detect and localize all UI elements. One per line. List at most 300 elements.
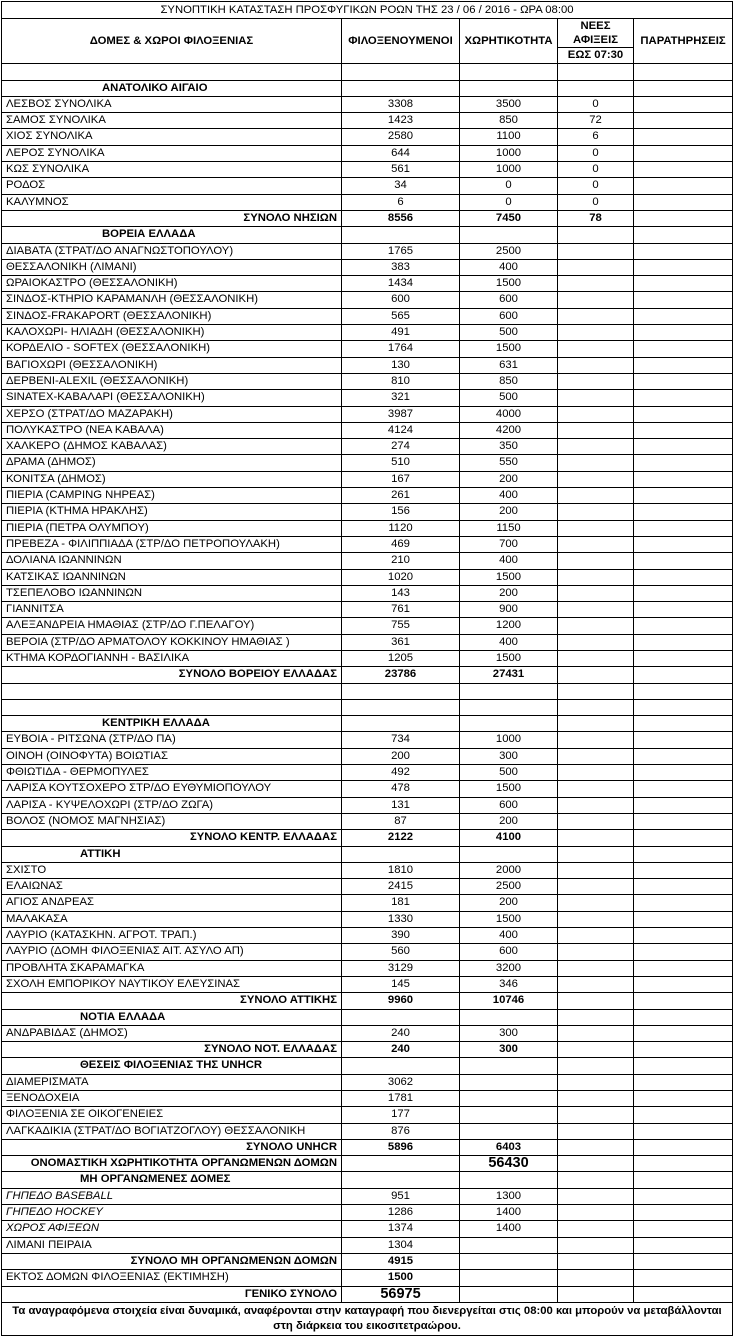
new-arrivals bbox=[558, 1025, 634, 1041]
new-arrivals: 0 bbox=[558, 96, 634, 112]
capacity-value: 631 bbox=[460, 357, 558, 373]
table-row bbox=[2, 129, 733, 145]
table-row bbox=[2, 960, 733, 976]
remarks-cell bbox=[634, 976, 733, 992]
table-row bbox=[2, 813, 733, 829]
grand-total-value: 56975 bbox=[342, 1286, 460, 1302]
section-heading-row bbox=[2, 1172, 733, 1188]
structure-name: ΣΧΙΣΤΟ bbox=[2, 862, 342, 878]
subtotal-hosted: 240 bbox=[342, 1042, 460, 1058]
empty-cell-arrivals bbox=[558, 227, 634, 243]
capacity-value: 200 bbox=[460, 585, 558, 601]
capacity-value: 550 bbox=[460, 455, 558, 471]
capacity-value: 1000 bbox=[460, 732, 558, 748]
remarks-cell bbox=[634, 765, 733, 781]
remarks-cell bbox=[634, 748, 733, 764]
new-arrivals bbox=[558, 781, 634, 797]
blank-cell bbox=[634, 699, 733, 715]
title-row bbox=[2, 2, 733, 19]
table-row bbox=[2, 504, 733, 520]
remarks-cell bbox=[634, 373, 733, 389]
table-row bbox=[2, 862, 733, 878]
structure-name: ΚΟΡΔΕΛΙΟ - SOFTEX (ΘΕΣΣΑΛΟΝΙΚΗ) bbox=[2, 341, 342, 357]
structure-name: ΞΕΝΟΔΟΧΕΙΑ bbox=[2, 1091, 342, 1107]
subtotal-label: ΣΥΝΟΛΟ ΑΤΤΙΚΗΣ bbox=[2, 993, 342, 1009]
hosted-count: 1330 bbox=[342, 911, 460, 927]
new-arrivals bbox=[558, 1107, 634, 1123]
capacity-value: 850 bbox=[460, 113, 558, 129]
structure-name: ΛΑΓΚΑΔΙΚΙΑ (ΣΤΡΑΤ/ΔΟ ΒΟΓΙΑΤΖΟΓΛΟΥ) ΘΕΣΣΑΛΟΝΙΚΗ bbox=[2, 1123, 342, 1139]
structure-name: ΚΩΣ ΣΥΝΟΛΙΚΑ bbox=[2, 162, 342, 178]
capacity-value: 1000 bbox=[460, 145, 558, 161]
header-remarks: ΠΑΡΑΤΗΡΗΣΕΙΣ bbox=[634, 19, 733, 64]
empty-cell-arrivals bbox=[558, 1009, 634, 1025]
capacity-value bbox=[460, 1107, 558, 1123]
capacity-value: 1400 bbox=[460, 1205, 558, 1221]
hosted-count: 34 bbox=[342, 178, 460, 194]
structure-name: ΠΙΕΡΙΑ (ΠΕΤΡΑ ΟΛΥΜΠΟΥ) bbox=[2, 520, 342, 536]
table-row bbox=[2, 1237, 733, 1253]
capacity-value: 600 bbox=[460, 308, 558, 324]
capacity-value: 850 bbox=[460, 373, 558, 389]
new-arrivals bbox=[558, 650, 634, 666]
new-arrivals bbox=[558, 439, 634, 455]
new-arrivals bbox=[558, 748, 634, 764]
remarks-cell bbox=[634, 406, 733, 422]
new-arrivals bbox=[558, 536, 634, 552]
remarks-cell bbox=[634, 194, 733, 210]
hosted-count: 145 bbox=[342, 976, 460, 992]
remarks-cell bbox=[634, 455, 733, 471]
capacity-value: 1500 bbox=[460, 341, 558, 357]
section-heading: ΑΝΑΤΟΛΙΚΟ ΑΙΓΑΙΟ bbox=[2, 80, 342, 96]
subtotal-row bbox=[2, 1139, 733, 1155]
subtotal-capacity: 300 bbox=[460, 1042, 558, 1058]
remarks-cell bbox=[634, 341, 733, 357]
table-row bbox=[2, 781, 733, 797]
remarks-cell bbox=[634, 422, 733, 438]
new-arrivals bbox=[558, 259, 634, 275]
blank-row bbox=[2, 683, 733, 699]
new-arrivals bbox=[558, 634, 634, 650]
new-arrivals bbox=[558, 813, 634, 829]
hosted-count: 274 bbox=[342, 439, 460, 455]
capacity-value: 1500 bbox=[460, 650, 558, 666]
capacity-value: 3200 bbox=[460, 960, 558, 976]
table-row bbox=[2, 373, 733, 389]
table-row bbox=[2, 650, 733, 666]
capacity-value: 200 bbox=[460, 471, 558, 487]
empty-cell-hosted bbox=[342, 846, 460, 862]
table-row bbox=[2, 765, 733, 781]
new-arrivals: 0 bbox=[558, 145, 634, 161]
remarks-cell bbox=[634, 813, 733, 829]
structure-name: ΧΩΡΟΣ ΑΦΙΞΕΩΝ bbox=[2, 1221, 342, 1237]
subtotal-hosted: 23786 bbox=[342, 667, 460, 683]
table-row bbox=[2, 553, 733, 569]
new-arrivals bbox=[558, 1074, 634, 1090]
subtotal-hosted: 9960 bbox=[342, 993, 460, 1009]
structure-name: ΦΙΛΟΞΕΝΙΑ ΣΕ ΟΙΚΟΓΕΝΕΙΕΣ bbox=[2, 1107, 342, 1123]
new-arrivals bbox=[558, 862, 634, 878]
remarks-cell bbox=[634, 1025, 733, 1041]
subtotal-label: ΣΥΝΟΛΟ UNHCR bbox=[2, 1139, 342, 1155]
empty-cell-hosted bbox=[342, 1009, 460, 1025]
hosted-count: 200 bbox=[342, 748, 460, 764]
empty-cell-capacity bbox=[460, 1270, 558, 1286]
blank-cell bbox=[460, 683, 558, 699]
new-arrivals bbox=[558, 471, 634, 487]
new-arrivals bbox=[558, 341, 634, 357]
remarks-cell bbox=[634, 145, 733, 161]
new-arrivals bbox=[558, 928, 634, 944]
remarks-cell bbox=[634, 1156, 733, 1172]
table-row bbox=[2, 308, 733, 324]
remarks-cell bbox=[634, 471, 733, 487]
capacity-value: 300 bbox=[460, 1025, 558, 1041]
header-arrivals-line2: ΑΦΙΞΕΙΣ bbox=[573, 34, 618, 46]
remarks-cell bbox=[634, 618, 733, 634]
capacity-value: 4000 bbox=[460, 406, 558, 422]
subtotal-arrivals bbox=[558, 1139, 634, 1155]
hosted-count: 6 bbox=[342, 194, 460, 210]
new-arrivals bbox=[558, 585, 634, 601]
header-arrivals-line1: ΝΕΕΣ bbox=[580, 20, 611, 32]
remarks-cell bbox=[634, 162, 733, 178]
remarks-cell bbox=[634, 1188, 733, 1204]
capacity-value: 400 bbox=[460, 634, 558, 650]
subtotal-row bbox=[2, 993, 733, 1009]
new-arrivals: 6 bbox=[558, 129, 634, 145]
structure-name: ΠΟΛΥΚΑΣΤΡΟ (ΝΕΑ ΚΑΒΑΛΑ) bbox=[2, 422, 342, 438]
new-arrivals bbox=[558, 1237, 634, 1253]
hosted-count: 1020 bbox=[342, 569, 460, 585]
table-row bbox=[2, 243, 733, 259]
hosted-count: 810 bbox=[342, 373, 460, 389]
remarks-cell bbox=[634, 993, 733, 1009]
structure-name: ΣΙΝΔΟΣ-FRAKAPORT (ΘΕΣΣΑΛΟΝΙΚΗ) bbox=[2, 308, 342, 324]
section-heading-row bbox=[2, 1058, 733, 1074]
table-row bbox=[2, 602, 733, 618]
structure-name: ΣΧΟΛΗ ΕΜΠΟΡΙΚΟΥ ΝΑΥΤΙΚΟΥ ΕΛΕΥΣΙΝΑΣ bbox=[2, 976, 342, 992]
remarks-cell bbox=[634, 259, 733, 275]
empty-cell-remarks bbox=[634, 1286, 733, 1302]
structure-name: ΔΡΑΜΑ (ΔΗΜΟΣ) bbox=[2, 455, 342, 471]
new-arrivals bbox=[558, 553, 634, 569]
section-heading-row bbox=[2, 227, 733, 243]
structure-name: ΦΘΙΩΤΙΔΑ - ΘΕΡΜΟΠΥΛΕΣ bbox=[2, 765, 342, 781]
structure-name: ΣΑΜΟΣ ΣΥΝΟΛΙΚΑ bbox=[2, 113, 342, 129]
capacity-value: 1100 bbox=[460, 129, 558, 145]
hosted-count: 361 bbox=[342, 634, 460, 650]
capacity-value: 0 bbox=[460, 178, 558, 194]
capacity-value: 1000 bbox=[460, 162, 558, 178]
remarks-cell bbox=[634, 129, 733, 145]
hosted-count: 383 bbox=[342, 259, 460, 275]
capacity-value: 2000 bbox=[460, 862, 558, 878]
structure-name: ΔΙΑΒΑΤΑ (ΣΤΡΑΤ/ΔΟ ΑΝΑΓΝΩΣΤΟΠΟΥΛΟΥ) bbox=[2, 243, 342, 259]
subtotal-hosted: 5896 bbox=[342, 1139, 460, 1155]
subtotal-arrivals: 78 bbox=[558, 210, 634, 226]
table-row bbox=[2, 976, 733, 992]
structure-name: ΣΙΝΔΟΣ-ΚΤΗΡΙΟ ΚΑΡΑΜΑΝΛΗ (ΘΕΣΣΑΛΟΝΙΚΗ) bbox=[2, 292, 342, 308]
remarks-cell bbox=[634, 113, 733, 129]
new-arrivals bbox=[558, 976, 634, 992]
hosted-count: 734 bbox=[342, 732, 460, 748]
new-arrivals bbox=[558, 406, 634, 422]
remarks-cell bbox=[634, 1205, 733, 1221]
table-row bbox=[2, 1205, 733, 1221]
hosted-count: 2580 bbox=[342, 129, 460, 145]
structure-name: ΠΙΕΡΙΑ (CAMPING ΝΗΡΕΑΣ) bbox=[2, 488, 342, 504]
new-arrivals bbox=[558, 879, 634, 895]
empty-cell-arrivals bbox=[558, 1058, 634, 1074]
empty-cell-arrivals bbox=[558, 1286, 634, 1302]
table-row bbox=[2, 357, 733, 373]
new-arrivals: 0 bbox=[558, 178, 634, 194]
capacity-value: 600 bbox=[460, 797, 558, 813]
table-row bbox=[2, 390, 733, 406]
empty-cell-remarks bbox=[634, 80, 733, 96]
remarks-cell bbox=[634, 1074, 733, 1090]
table-row bbox=[2, 797, 733, 813]
table-row bbox=[2, 259, 733, 275]
empty-cell-capacity bbox=[460, 1286, 558, 1302]
remarks-cell bbox=[634, 895, 733, 911]
structure-name: ΒΟΛΟΣ (ΝΟΜΟΣ ΜΑΓΝΗΣΙΑΣ) bbox=[2, 813, 342, 829]
table-row bbox=[2, 194, 733, 210]
remarks-cell bbox=[634, 911, 733, 927]
hosted-count: 3062 bbox=[342, 1074, 460, 1090]
remarks-cell bbox=[634, 585, 733, 601]
structure-name: ΚΑΛΥΜΝΟΣ bbox=[2, 194, 342, 210]
capacity-value: 1200 bbox=[460, 618, 558, 634]
empty-cell-hosted bbox=[342, 1172, 460, 1188]
remarks-cell bbox=[634, 96, 733, 112]
capacity-value: 300 bbox=[460, 748, 558, 764]
remarks-cell bbox=[634, 243, 733, 259]
structure-name: ΚΤΗΜΑ ΚΟΡΔΟΓΙΑΝΝΗ - ΒΑΣΙΛΙΚΑ bbox=[2, 650, 342, 666]
empty-cell-capacity bbox=[460, 1172, 558, 1188]
capacity-value: 1500 bbox=[460, 781, 558, 797]
capacity-value: 1500 bbox=[460, 569, 558, 585]
table-row bbox=[2, 292, 733, 308]
new-arrivals bbox=[558, 292, 634, 308]
table-row bbox=[2, 1188, 733, 1204]
structure-name: ΘΕΣΣΑΛΟΝΙΚΗ (ΛΙΜΑΝΙ) bbox=[2, 259, 342, 275]
capacity-value: 400 bbox=[460, 553, 558, 569]
section-heading: ΑΤΤΙΚΗ bbox=[2, 846, 342, 862]
table-row bbox=[2, 1091, 733, 1107]
table-row bbox=[2, 536, 733, 552]
empty-cell-capacity bbox=[460, 227, 558, 243]
subtotal-label: ΣΥΝΟΛΟ ΜΗ ΟΡΓΑΝΩΜΕΝΩΝ ΔΟΜΩΝ bbox=[2, 1253, 342, 1269]
structure-name: ΛΙΜΑΝΙ ΠΕΙΡΑΙΑ bbox=[2, 1237, 342, 1253]
remarks-cell bbox=[634, 667, 733, 683]
remarks-cell bbox=[634, 308, 733, 324]
capacity-value: 400 bbox=[460, 928, 558, 944]
remarks-cell bbox=[634, 1237, 733, 1253]
capacity-value: 900 bbox=[460, 602, 558, 618]
hosted-count: 143 bbox=[342, 585, 460, 601]
hosted-count: 876 bbox=[342, 1123, 460, 1139]
new-arrivals bbox=[558, 911, 634, 927]
structure-name: SINATEX-ΚΑΒΑΛΑΡΙ (ΘΕΣΣΑΛΟΝΙΚΗ) bbox=[2, 390, 342, 406]
remarks-cell bbox=[634, 1139, 733, 1155]
new-arrivals bbox=[558, 373, 634, 389]
new-arrivals bbox=[558, 422, 634, 438]
empty-cell-remarks bbox=[634, 846, 733, 862]
remarks-cell bbox=[634, 536, 733, 552]
capacity-value bbox=[460, 1237, 558, 1253]
new-arrivals: 0 bbox=[558, 162, 634, 178]
capacity-value bbox=[460, 1123, 558, 1139]
table-row bbox=[2, 488, 733, 504]
grand-total-label: ΓΕΝΙΚΟ ΣΥΝΟΛΟ bbox=[2, 1286, 342, 1302]
hosted-count: 167 bbox=[342, 471, 460, 487]
report-title: ΣΥΝΟΠΤΙΚΗ ΚΑΤΑΣΤΑΣΗ ΠΡΟΣΦΥΓΙΚΩΝ ΡΟΩΝ ΤΗΣ 23 / 06 / 2016 - ΩΡΑ 08:00 bbox=[2, 2, 733, 19]
grand-total-row bbox=[2, 1286, 733, 1302]
hosted-count: 3987 bbox=[342, 406, 460, 422]
section-heading: ΒΟΡΕΙΑ ΕΛΛΑΔΑ bbox=[2, 227, 342, 243]
remarks-cell bbox=[634, 210, 733, 226]
organized-capacity-label: ΟΝΟΜΑΣΤΙΚΗ ΧΩΡΗΤΙΚΟΤΗΤΑ ΟΡΓΑΝΩΜΕΝΩΝ ΔΟΜΩΝ bbox=[2, 1156, 342, 1172]
remarks-cell bbox=[634, 439, 733, 455]
structure-name: ΒΑΓΙΟΧΩΡΙ (ΘΕΣΣΑΛΟΝΙΚΗ) bbox=[2, 357, 342, 373]
remarks-cell bbox=[634, 1091, 733, 1107]
structure-name: ΔΕΡΒΕΝΙ-ALEXIL (ΘΕΣΣΑΛΟΝΙΚΗ) bbox=[2, 373, 342, 389]
new-arrivals bbox=[558, 732, 634, 748]
capacity-value: 1500 bbox=[460, 911, 558, 927]
section-heading: ΝΟΤΙΑ ΕΛΛΑΔΑ bbox=[2, 1009, 342, 1025]
new-arrivals bbox=[558, 504, 634, 520]
capacity-value: 1150 bbox=[460, 520, 558, 536]
table-row bbox=[2, 585, 733, 601]
remarks-cell bbox=[634, 1042, 733, 1058]
blank-cell bbox=[2, 699, 342, 715]
remarks-cell bbox=[634, 325, 733, 341]
blank-cell bbox=[342, 699, 460, 715]
hosted-count: 1205 bbox=[342, 650, 460, 666]
structure-name: ΓΗΠΕΔΟ HOCKEY bbox=[2, 1205, 342, 1221]
new-arrivals bbox=[558, 488, 634, 504]
hosted-count: 131 bbox=[342, 797, 460, 813]
new-arrivals bbox=[558, 1188, 634, 1204]
hosted-count: 561 bbox=[342, 162, 460, 178]
empty-cell-remarks bbox=[634, 1058, 733, 1074]
subtotal-hosted: 8556 bbox=[342, 210, 460, 226]
footnote-row bbox=[2, 1302, 733, 1335]
structure-name: ΛΑΥΡΙΟ (ΚΑΤΑΣΚΗΝ. ΑΓΡΟΤ. ΤΡΑΠ.) bbox=[2, 928, 342, 944]
empty-cell bbox=[558, 1156, 634, 1172]
remarks-cell bbox=[634, 960, 733, 976]
new-arrivals bbox=[558, 569, 634, 585]
new-arrivals bbox=[558, 1123, 634, 1139]
empty-cell-remarks bbox=[634, 716, 733, 732]
subtotal-row bbox=[2, 1042, 733, 1058]
table-row bbox=[2, 455, 733, 471]
table-row bbox=[2, 1221, 733, 1237]
capacity-value: 200 bbox=[460, 895, 558, 911]
table-row bbox=[2, 422, 733, 438]
capacity-value: 1400 bbox=[460, 1221, 558, 1237]
subtotal-capacity: 6403 bbox=[460, 1139, 558, 1155]
hosted-count: 1286 bbox=[342, 1205, 460, 1221]
subtotal-capacity: 10746 bbox=[460, 993, 558, 1009]
subtotal-arrivals bbox=[558, 993, 634, 1009]
table-row bbox=[2, 748, 733, 764]
subtotal-row bbox=[2, 210, 733, 226]
subtotal-row bbox=[2, 667, 733, 683]
section-heading: ΜΗ ΟΡΓΑΝΩΜΕΝΕΣ ΔΟΜΕΣ bbox=[2, 1172, 342, 1188]
new-arrivals bbox=[558, 1221, 634, 1237]
new-arrivals bbox=[558, 357, 634, 373]
new-arrivals bbox=[558, 960, 634, 976]
structure-name: ΛΕΡΟΣ ΣΥΝΟΛΙΚΑ bbox=[2, 145, 342, 161]
new-arrivals bbox=[558, 797, 634, 813]
table-row bbox=[2, 1107, 733, 1123]
structure-name: ΑΛΕΞΑΝΔΡΕΙΑ ΗΜΑΘΙΑΣ (ΣΤΡ/ΔΟ Γ.ΠΕΛΑΓΟΥ) bbox=[2, 618, 342, 634]
table-row bbox=[2, 520, 733, 536]
new-arrivals bbox=[558, 895, 634, 911]
table-row bbox=[2, 911, 733, 927]
subtotal-row bbox=[2, 1253, 733, 1269]
empty-cell-capacity bbox=[460, 1009, 558, 1025]
header-structures: ΔΟΜΕΣ & ΧΩΡΟΙ ΦΙΛΟΞΕΝΙΑΣ bbox=[2, 19, 342, 64]
capacity-value: 346 bbox=[460, 976, 558, 992]
new-arrivals: 0 bbox=[558, 194, 634, 210]
empty-cell-arrivals bbox=[558, 80, 634, 96]
subtotal-row bbox=[2, 830, 733, 846]
capacity-value bbox=[460, 1091, 558, 1107]
empty-cell-hosted bbox=[342, 80, 460, 96]
remarks-cell bbox=[634, 732, 733, 748]
empty-cell-remarks bbox=[634, 1009, 733, 1025]
organized-capacity-value: 56430 bbox=[460, 1156, 558, 1172]
subtotal-capacity bbox=[460, 1253, 558, 1269]
structure-name: ΚΑΤΣΙΚΑΣ ΙΩΑΝΝΙΝΩΝ bbox=[2, 569, 342, 585]
hosted-count: 3129 bbox=[342, 960, 460, 976]
subtotal-capacity: 4100 bbox=[460, 830, 558, 846]
hosted-count: 181 bbox=[342, 895, 460, 911]
hosted-count: 1810 bbox=[342, 862, 460, 878]
hosted-count: 261 bbox=[342, 488, 460, 504]
remarks-cell bbox=[634, 602, 733, 618]
remarks-cell bbox=[634, 944, 733, 960]
table-row bbox=[2, 406, 733, 422]
new-arrivals bbox=[558, 520, 634, 536]
table-row bbox=[2, 439, 733, 455]
capacity-value: 1500 bbox=[460, 276, 558, 292]
hosted-count: 240 bbox=[342, 1025, 460, 1041]
empty-cell-arrivals bbox=[558, 846, 634, 862]
refugee-flows-sheet bbox=[1, 1, 732, 1336]
remarks-cell bbox=[634, 520, 733, 536]
hosted-count: 390 bbox=[342, 928, 460, 944]
capacity-value: 500 bbox=[460, 765, 558, 781]
capacity-value: 2500 bbox=[460, 243, 558, 259]
empty-cell-arrivals bbox=[558, 1172, 634, 1188]
blank-cell bbox=[2, 64, 342, 80]
table-row bbox=[2, 162, 733, 178]
subtotal-label: ΣΥΝΟΛΟ ΚΕΝΤΡ. ΕΛΛΑΔΑΣ bbox=[2, 830, 342, 846]
section-heading: ΘΕΣΕΙΣ ΦΙΛΟΞΕΝΙΑΣ ΤΗΣ UNHCR bbox=[2, 1058, 342, 1074]
blank-cell bbox=[558, 699, 634, 715]
remarks-cell bbox=[634, 569, 733, 585]
header-arrivals bbox=[558, 19, 634, 48]
structure-name: ΜΑΛΑΚΑΣΑ bbox=[2, 911, 342, 927]
remarks-cell bbox=[634, 1221, 733, 1237]
